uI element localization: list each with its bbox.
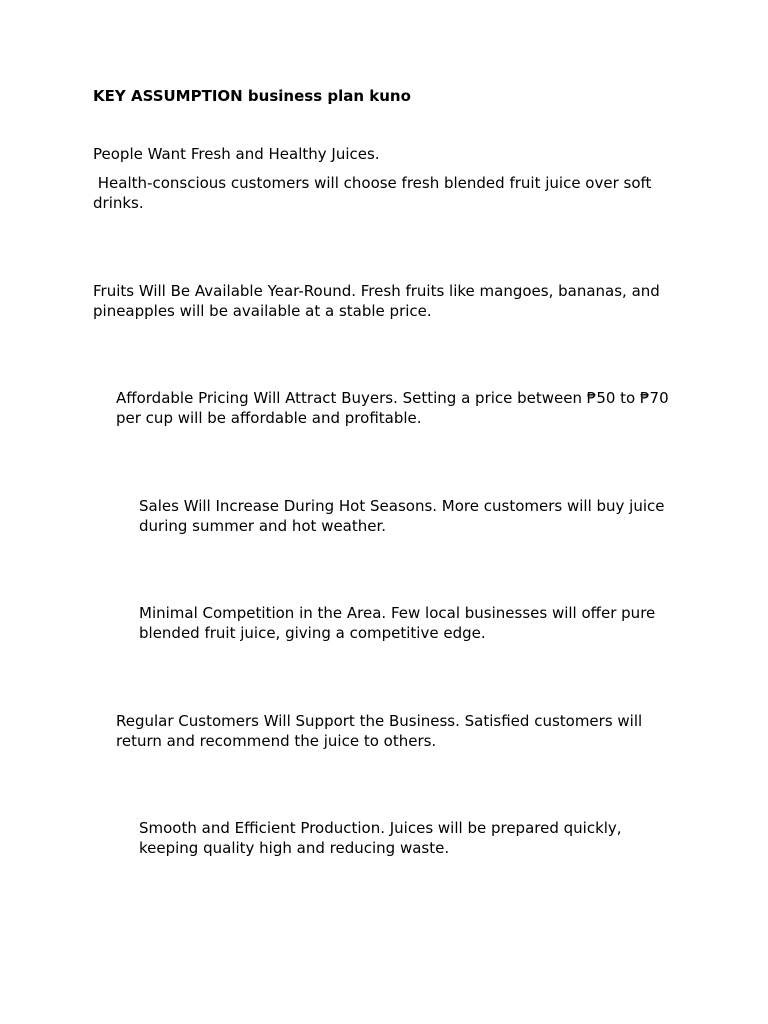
document-title: KEY ASSUMPTION business plan kuno	[93, 87, 411, 105]
paragraph-fresh-healthy-juices: People Want Fresh and Healthy Juices.	[93, 145, 380, 163]
paragraph-hot-season-sales: Sales Will Increase During Hot Seasons. More customers will buy juice during summer and hot weather.	[139, 497, 665, 535]
paragraph-regular-customers: Regular Customers Will Support the Business. Satisfied customers will return and recommend the juice to others.	[116, 712, 643, 750]
paragraph-fruit-availability: Fruits Will Be Available Year-Round. Fresh fruits like mangoes, bananas, and pineapples will be available at a stable price.	[93, 282, 660, 320]
paragraph-affordable-pricing: Affordable Pricing Will Attract Buyers. Setting a price between ₱50 to ₱70 per cup will be affordable and profitable.	[116, 389, 669, 427]
paragraph-minimal-competition: Minimal Competition in the Area. Few local businesses will offer pure blended fruit juice, giving a competitive edge.	[139, 604, 656, 642]
paragraph-efficient-production: Smooth and Efficient Production. Juices will be prepared quickly, keeping quality high and reducing waste.	[139, 819, 622, 857]
paragraph-health-conscious-customers: Health-conscious customers will choose fresh blended fruit juice over soft drinks.	[93, 174, 657, 212]
